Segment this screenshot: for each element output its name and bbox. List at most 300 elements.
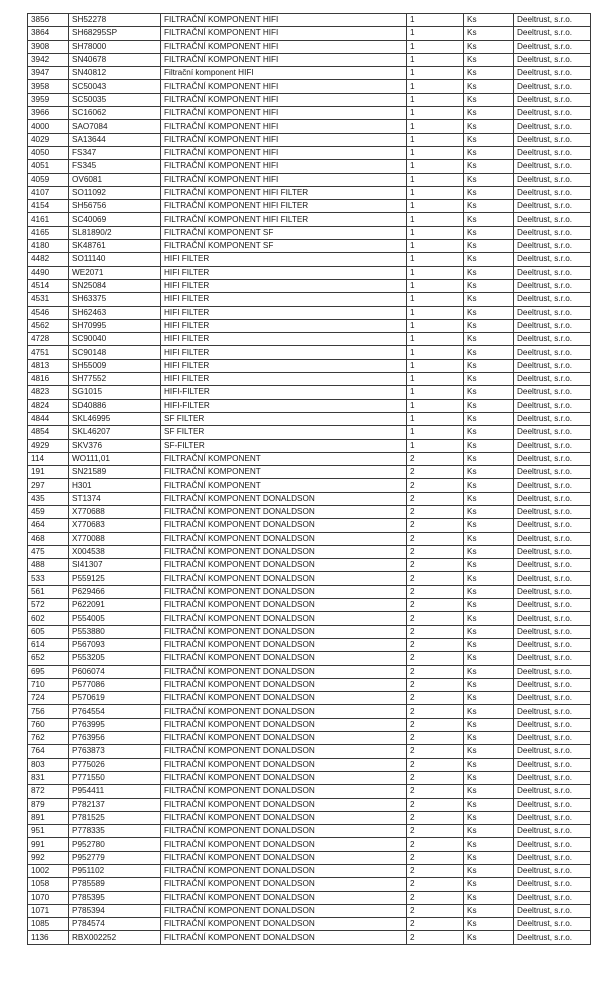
- quantity-cell: 1: [407, 213, 464, 226]
- description-cell: FILTRAČNÍ KOMPONENT SF: [161, 240, 407, 253]
- quantity-cell: 1: [407, 412, 464, 425]
- item-id-cell: 4154: [28, 200, 69, 213]
- quantity-cell: 2: [407, 825, 464, 838]
- table-row: [28, 599, 591, 612]
- part-code-cell: SH77552: [69, 373, 161, 386]
- table-row: [28, 931, 591, 944]
- part-code-cell: X004538: [69, 545, 161, 558]
- description-cell: FILTRAČNÍ KOMPONENT DONALDSON: [161, 718, 407, 731]
- supplier-cell: Deeltrust, s.r.o.: [514, 173, 591, 186]
- unit-cell: Ks: [464, 599, 514, 612]
- table-row: [28, 479, 591, 492]
- supplier-cell: Deeltrust, s.r.o.: [514, 40, 591, 53]
- part-code-cell: P577086: [69, 678, 161, 691]
- part-code-cell: OV6081: [69, 173, 161, 186]
- item-id-cell: 4562: [28, 319, 69, 332]
- part-code-cell: P785394: [69, 904, 161, 917]
- table-row: [28, 200, 591, 213]
- supplier-cell: Deeltrust, s.r.o.: [514, 359, 591, 372]
- part-code-cell: ST1374: [69, 492, 161, 505]
- table-row: [28, 40, 591, 53]
- item-id-cell: 4929: [28, 439, 69, 452]
- quantity-cell: 2: [407, 811, 464, 824]
- part-code-cell: WE2071: [69, 266, 161, 279]
- part-code-cell: WO111,01: [69, 452, 161, 465]
- item-id-cell: 760: [28, 718, 69, 731]
- part-code-cell: X770088: [69, 532, 161, 545]
- description-cell: FILTRAČNÍ KOMPONENT DONALDSON: [161, 585, 407, 598]
- unit-cell: Ks: [464, 226, 514, 239]
- unit-cell: Ks: [464, 825, 514, 838]
- quantity-cell: 2: [407, 771, 464, 784]
- quantity-cell: 1: [407, 359, 464, 372]
- item-id-cell: 475: [28, 545, 69, 558]
- unit-cell: Ks: [464, 652, 514, 665]
- part-code-cell: P785395: [69, 891, 161, 904]
- table-row: [28, 186, 591, 199]
- supplier-cell: Deeltrust, s.r.o.: [514, 333, 591, 346]
- item-id-cell: 4514: [28, 279, 69, 292]
- quantity-cell: 1: [407, 14, 464, 27]
- table-row: [28, 160, 591, 173]
- quantity-cell: 1: [407, 200, 464, 213]
- quantity-cell: 1: [407, 346, 464, 359]
- part-code-cell: SH78000: [69, 40, 161, 53]
- supplier-cell: Deeltrust, s.r.o.: [514, 133, 591, 146]
- unit-cell: Ks: [464, 279, 514, 292]
- quantity-cell: 1: [407, 293, 464, 306]
- item-id-cell: 488: [28, 559, 69, 572]
- description-cell: FILTRAČNÍ KOMPONENT DONALDSON: [161, 505, 407, 518]
- item-id-cell: 605: [28, 625, 69, 638]
- description-cell: FILTRAČNÍ KOMPONENT DONALDSON: [161, 665, 407, 678]
- unit-cell: Ks: [464, 771, 514, 784]
- part-code-cell: P763956: [69, 732, 161, 745]
- item-id-cell: 4490: [28, 266, 69, 279]
- table-row: [28, 519, 591, 532]
- part-code-cell: SH52278: [69, 14, 161, 27]
- description-cell: FILTRAČNÍ KOMPONENT DONALDSON: [161, 918, 407, 931]
- part-code-cell: P784574: [69, 918, 161, 931]
- supplier-cell: Deeltrust, s.r.o.: [514, 53, 591, 66]
- supplier-cell: Deeltrust, s.r.o.: [514, 811, 591, 824]
- supplier-cell: Deeltrust, s.r.o.: [514, 240, 591, 253]
- supplier-cell: Deeltrust, s.r.o.: [514, 918, 591, 931]
- table-row: [28, 745, 591, 758]
- supplier-cell: Deeltrust, s.r.o.: [514, 851, 591, 864]
- supplier-cell: Deeltrust, s.r.o.: [514, 758, 591, 771]
- description-cell: FILTRAČNÍ KOMPONENT DONALDSON: [161, 692, 407, 705]
- quantity-cell: 2: [407, 918, 464, 931]
- item-id-cell: 1002: [28, 865, 69, 878]
- supplier-cell: Deeltrust, s.r.o.: [514, 226, 591, 239]
- supplier-cell: Deeltrust, s.r.o.: [514, 306, 591, 319]
- table-row: [28, 93, 591, 106]
- table-row: [28, 732, 591, 745]
- table-row: [28, 652, 591, 665]
- quantity-cell: 2: [407, 785, 464, 798]
- supplier-cell: Deeltrust, s.r.o.: [514, 931, 591, 944]
- item-id-cell: 1070: [28, 891, 69, 904]
- quantity-cell: 1: [407, 373, 464, 386]
- unit-cell: Ks: [464, 851, 514, 864]
- item-id-cell: 4854: [28, 426, 69, 439]
- table-row: [28, 120, 591, 133]
- item-id-cell: 468: [28, 532, 69, 545]
- unit-cell: Ks: [464, 213, 514, 226]
- item-id-cell: 4531: [28, 293, 69, 306]
- unit-cell: Ks: [464, 319, 514, 332]
- part-code-cell: P781525: [69, 811, 161, 824]
- unit-cell: Ks: [464, 466, 514, 479]
- supplier-cell: Deeltrust, s.r.o.: [514, 745, 591, 758]
- unit-cell: Ks: [464, 240, 514, 253]
- table-row: [28, 293, 591, 306]
- unit-cell: Ks: [464, 585, 514, 598]
- description-cell: FILTRAČNÍ KOMPONENT HIFI: [161, 107, 407, 120]
- quantity-cell: 2: [407, 652, 464, 665]
- description-cell: FILTRAČNÍ KOMPONENT HIFI FILTER: [161, 186, 407, 199]
- unit-cell: Ks: [464, 426, 514, 439]
- quantity-cell: 2: [407, 479, 464, 492]
- supplier-cell: Deeltrust, s.r.o.: [514, 319, 591, 332]
- unit-cell: Ks: [464, 53, 514, 66]
- table-row: [28, 146, 591, 159]
- quantity-cell: 2: [407, 931, 464, 944]
- part-code-cell: P559125: [69, 572, 161, 585]
- supplier-cell: Deeltrust, s.r.o.: [514, 771, 591, 784]
- table-row: [28, 638, 591, 651]
- quantity-cell: 1: [407, 386, 464, 399]
- part-code-cell: SH56756: [69, 200, 161, 213]
- parts-table: [27, 13, 591, 945]
- item-id-cell: 4824: [28, 399, 69, 412]
- item-id-cell: 3947: [28, 67, 69, 80]
- table-row: [28, 213, 591, 226]
- item-id-cell: 3958: [28, 80, 69, 93]
- supplier-cell: Deeltrust, s.r.o.: [514, 825, 591, 838]
- quantity-cell: 1: [407, 306, 464, 319]
- part-code-cell: H301: [69, 479, 161, 492]
- part-code-cell: SH63375: [69, 293, 161, 306]
- item-id-cell: 614: [28, 638, 69, 651]
- description-cell: SF-FILTER: [161, 439, 407, 452]
- table-row: [28, 878, 591, 891]
- supplier-cell: Deeltrust, s.r.o.: [514, 253, 591, 266]
- table-row: [28, 904, 591, 917]
- table-row: [28, 226, 591, 239]
- description-cell: FILTRAČNÍ KOMPONENT DONALDSON: [161, 931, 407, 944]
- part-code-cell: FS347: [69, 146, 161, 159]
- item-id-cell: 872: [28, 785, 69, 798]
- quantity-cell: 1: [407, 53, 464, 66]
- table-row: [28, 825, 591, 838]
- table-row: [28, 798, 591, 811]
- description-cell: FILTRAČNÍ KOMPONENT DONALDSON: [161, 532, 407, 545]
- table-row: [28, 452, 591, 465]
- unit-cell: Ks: [464, 638, 514, 651]
- item-id-cell: 4059: [28, 173, 69, 186]
- unit-cell: Ks: [464, 306, 514, 319]
- quantity-cell: 2: [407, 638, 464, 651]
- unit-cell: Ks: [464, 80, 514, 93]
- description-cell: SF FILTER: [161, 426, 407, 439]
- item-id-cell: 4823: [28, 386, 69, 399]
- description-cell: FILTRAČNÍ KOMPONENT HIFI: [161, 93, 407, 106]
- item-id-cell: 831: [28, 771, 69, 784]
- item-id-cell: 4751: [28, 346, 69, 359]
- unit-cell: Ks: [464, 439, 514, 452]
- unit-cell: Ks: [464, 492, 514, 505]
- supplier-cell: Deeltrust, s.r.o.: [514, 67, 591, 80]
- table-row: [28, 625, 591, 638]
- unit-cell: Ks: [464, 665, 514, 678]
- part-code-cell: SC50035: [69, 93, 161, 106]
- unit-cell: Ks: [464, 891, 514, 904]
- quantity-cell: 1: [407, 279, 464, 292]
- unit-cell: Ks: [464, 519, 514, 532]
- item-id-cell: 561: [28, 585, 69, 598]
- quantity-cell: 1: [407, 120, 464, 133]
- supplier-cell: Deeltrust, s.r.o.: [514, 346, 591, 359]
- description-cell: FILTRAČNÍ KOMPONENT DONALDSON: [161, 798, 407, 811]
- supplier-cell: Deeltrust, s.r.o.: [514, 652, 591, 665]
- quantity-cell: 2: [407, 466, 464, 479]
- item-id-cell: 297: [28, 479, 69, 492]
- unit-cell: Ks: [464, 373, 514, 386]
- unit-cell: Ks: [464, 266, 514, 279]
- part-code-cell: P553880: [69, 625, 161, 638]
- item-id-cell: 4051: [28, 160, 69, 173]
- quantity-cell: 1: [407, 319, 464, 332]
- unit-cell: Ks: [464, 559, 514, 572]
- table-row: [28, 133, 591, 146]
- supplier-cell: Deeltrust, s.r.o.: [514, 120, 591, 133]
- item-id-cell: 435: [28, 492, 69, 505]
- unit-cell: Ks: [464, 918, 514, 931]
- supplier-cell: Deeltrust, s.r.o.: [514, 865, 591, 878]
- supplier-cell: Deeltrust, s.r.o.: [514, 412, 591, 425]
- item-id-cell: 1136: [28, 931, 69, 944]
- table-row: [28, 107, 591, 120]
- unit-cell: Ks: [464, 479, 514, 492]
- item-id-cell: 3908: [28, 40, 69, 53]
- supplier-cell: Deeltrust, s.r.o.: [514, 692, 591, 705]
- supplier-cell: Deeltrust, s.r.o.: [514, 612, 591, 625]
- description-cell: FILTRAČNÍ KOMPONENT DONALDSON: [161, 865, 407, 878]
- quantity-cell: 2: [407, 625, 464, 638]
- supplier-cell: Deeltrust, s.r.o.: [514, 373, 591, 386]
- supplier-cell: Deeltrust, s.r.o.: [514, 718, 591, 731]
- item-id-cell: 1085: [28, 918, 69, 931]
- unit-cell: Ks: [464, 745, 514, 758]
- table-row: [28, 532, 591, 545]
- description-cell: FILTRAČNÍ KOMPONENT DONALDSON: [161, 652, 407, 665]
- part-code-cell: SI41307: [69, 559, 161, 572]
- supplier-cell: Deeltrust, s.r.o.: [514, 452, 591, 465]
- unit-cell: Ks: [464, 838, 514, 851]
- part-code-cell: P567093: [69, 638, 161, 651]
- item-id-cell: 533: [28, 572, 69, 585]
- quantity-cell: 2: [407, 545, 464, 558]
- item-id-cell: 992: [28, 851, 69, 864]
- supplier-cell: Deeltrust, s.r.o.: [514, 399, 591, 412]
- description-cell: HIFI-FILTER: [161, 399, 407, 412]
- quantity-cell: 1: [407, 333, 464, 346]
- description-cell: FILTRAČNÍ KOMPONENT DONALDSON: [161, 612, 407, 625]
- supplier-cell: Deeltrust, s.r.o.: [514, 625, 591, 638]
- description-cell: FILTRAČNÍ KOMPONENT DONALDSON: [161, 825, 407, 838]
- part-code-cell: SH62463: [69, 306, 161, 319]
- supplier-cell: Deeltrust, s.r.o.: [514, 146, 591, 159]
- table-row: [28, 53, 591, 66]
- unit-cell: Ks: [464, 120, 514, 133]
- item-id-cell: 3942: [28, 53, 69, 66]
- description-cell: FILTRAČNÍ KOMPONENT HIFI: [161, 133, 407, 146]
- unit-cell: Ks: [464, 732, 514, 745]
- supplier-cell: Deeltrust, s.r.o.: [514, 559, 591, 572]
- item-id-cell: 3856: [28, 14, 69, 27]
- quantity-cell: 2: [407, 745, 464, 758]
- table-row: [28, 559, 591, 572]
- quantity-cell: 1: [407, 146, 464, 159]
- quantity-cell: 1: [407, 133, 464, 146]
- quantity-cell: 2: [407, 572, 464, 585]
- quantity-cell: 1: [407, 186, 464, 199]
- unit-cell: Ks: [464, 133, 514, 146]
- quantity-cell: 1: [407, 40, 464, 53]
- description-cell: FILTRAČNÍ KOMPONENT DONALDSON: [161, 545, 407, 558]
- part-code-cell: P764554: [69, 705, 161, 718]
- quantity-cell: 2: [407, 585, 464, 598]
- quantity-cell: 2: [407, 732, 464, 745]
- quantity-cell: 1: [407, 107, 464, 120]
- part-code-cell: SH55009: [69, 359, 161, 372]
- description-cell: FILTRAČNÍ KOMPONENT HIFI FILTER: [161, 213, 407, 226]
- supplier-cell: Deeltrust, s.r.o.: [514, 545, 591, 558]
- description-cell: HIFI FILTER: [161, 319, 407, 332]
- description-cell: FILTRAČNÍ KOMPONENT DONALDSON: [161, 785, 407, 798]
- part-code-cell: SN40678: [69, 53, 161, 66]
- supplier-cell: Deeltrust, s.r.o.: [514, 732, 591, 745]
- quantity-cell: 1: [407, 160, 464, 173]
- description-cell: Filtrační komponent HIFI: [161, 67, 407, 80]
- table-row: [28, 14, 591, 27]
- quantity-cell: 1: [407, 226, 464, 239]
- quantity-cell: 2: [407, 612, 464, 625]
- description-cell: FILTRAČNÍ KOMPONENT SF: [161, 226, 407, 239]
- quantity-cell: 2: [407, 452, 464, 465]
- table-row: [28, 333, 591, 346]
- description-cell: HIFI FILTER: [161, 253, 407, 266]
- table-row: [28, 439, 591, 452]
- table-row: [28, 253, 591, 266]
- quantity-cell: 2: [407, 559, 464, 572]
- description-cell: HIFI FILTER: [161, 293, 407, 306]
- supplier-cell: Deeltrust, s.r.o.: [514, 186, 591, 199]
- table-row: [28, 27, 591, 40]
- description-cell: FILTRAČNÍ KOMPONENT DONALDSON: [161, 678, 407, 691]
- unit-cell: Ks: [464, 160, 514, 173]
- supplier-cell: Deeltrust, s.r.o.: [514, 838, 591, 851]
- description-cell: FILTRAČNÍ KOMPONENT DONALDSON: [161, 745, 407, 758]
- part-code-cell: SC90040: [69, 333, 161, 346]
- quantity-cell: 2: [407, 904, 464, 917]
- supplier-cell: Deeltrust, s.r.o.: [514, 27, 591, 40]
- item-id-cell: 4844: [28, 412, 69, 425]
- description-cell: FILTRAČNÍ KOMPONENT HIFI: [161, 120, 407, 133]
- description-cell: FILTRAČNÍ KOMPONENT DONALDSON: [161, 705, 407, 718]
- quantity-cell: 2: [407, 838, 464, 851]
- part-code-cell: P771550: [69, 771, 161, 784]
- part-code-cell: X770683: [69, 519, 161, 532]
- description-cell: FILTRAČNÍ KOMPONENT DONALDSON: [161, 638, 407, 651]
- supplier-cell: Deeltrust, s.r.o.: [514, 665, 591, 678]
- description-cell: HIFI FILTER: [161, 333, 407, 346]
- part-code-cell: SL81890/2: [69, 226, 161, 239]
- description-cell: FILTRAČNÍ KOMPONENT HIFI: [161, 146, 407, 159]
- unit-cell: Ks: [464, 798, 514, 811]
- part-code-cell: SKL46207: [69, 426, 161, 439]
- quantity-cell: 2: [407, 865, 464, 878]
- item-id-cell: 803: [28, 758, 69, 771]
- part-code-cell: X770688: [69, 505, 161, 518]
- table-row: [28, 505, 591, 518]
- unit-cell: Ks: [464, 878, 514, 891]
- table-row: [28, 412, 591, 425]
- item-id-cell: 4165: [28, 226, 69, 239]
- description-cell: FILTRAČNÍ KOMPONENT DONALDSON: [161, 519, 407, 532]
- description-cell: FILTRAČNÍ KOMPONENT HIFI: [161, 160, 407, 173]
- supplier-cell: Deeltrust, s.r.o.: [514, 519, 591, 532]
- table-row: [28, 705, 591, 718]
- part-code-cell: P763873: [69, 745, 161, 758]
- unit-cell: Ks: [464, 186, 514, 199]
- part-code-cell: P570619: [69, 692, 161, 705]
- quantity-cell: 1: [407, 67, 464, 80]
- table-row: [28, 319, 591, 332]
- quantity-cell: 2: [407, 798, 464, 811]
- item-id-cell: 4816: [28, 373, 69, 386]
- part-code-cell: P952779: [69, 851, 161, 864]
- table-row: [28, 386, 591, 399]
- unit-cell: Ks: [464, 811, 514, 824]
- description-cell: FILTRAČNÍ KOMPONENT DONALDSON: [161, 732, 407, 745]
- item-id-cell: 4546: [28, 306, 69, 319]
- part-code-cell: SN25084: [69, 279, 161, 292]
- quantity-cell: 1: [407, 399, 464, 412]
- part-code-cell: FS345: [69, 160, 161, 173]
- item-id-cell: 4000: [28, 120, 69, 133]
- quantity-cell: 1: [407, 439, 464, 452]
- part-code-cell: SN21589: [69, 466, 161, 479]
- part-code-cell: SD40886: [69, 399, 161, 412]
- description-cell: SF FILTER: [161, 412, 407, 425]
- table-row: [28, 240, 591, 253]
- part-code-cell: SC40069: [69, 213, 161, 226]
- parts-table-body: [28, 14, 591, 945]
- table-row: [28, 612, 591, 625]
- supplier-cell: Deeltrust, s.r.o.: [514, 466, 591, 479]
- unit-cell: Ks: [464, 359, 514, 372]
- description-cell: FILTRAČNÍ KOMPONENT DONALDSON: [161, 811, 407, 824]
- table-row: [28, 492, 591, 505]
- description-cell: FILTRAČNÍ KOMPONENT HIFI: [161, 40, 407, 53]
- unit-cell: Ks: [464, 718, 514, 731]
- description-cell: FILTRAČNÍ KOMPONENT DONALDSON: [161, 771, 407, 784]
- item-id-cell: 879: [28, 798, 69, 811]
- unit-cell: Ks: [464, 399, 514, 412]
